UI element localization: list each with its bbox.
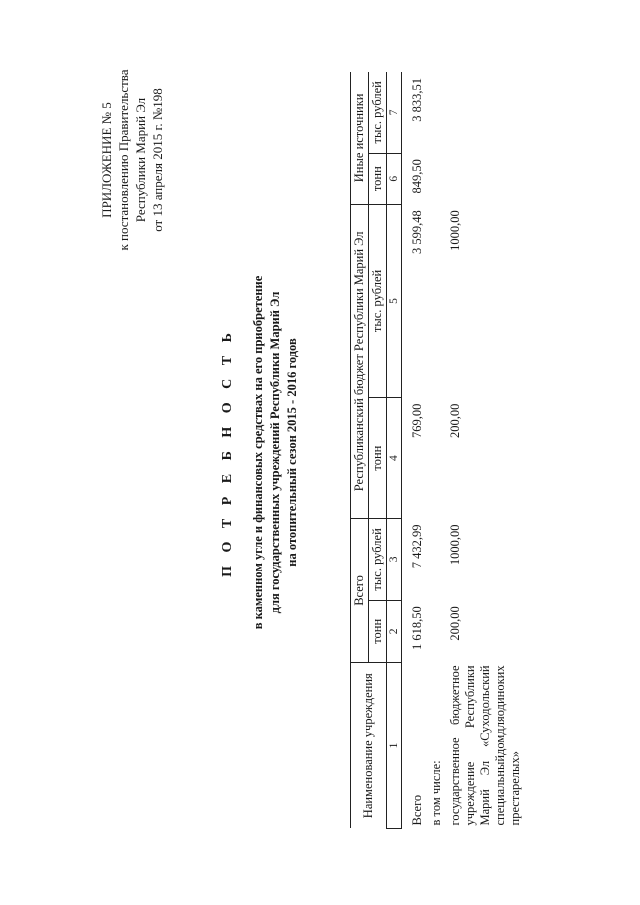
header-ton: тонн <box>369 600 387 662</box>
name-word: Эл <box>478 760 492 776</box>
cell-value: 7 432,99 <box>410 524 424 569</box>
subtitle-line: на отопительный сезон 2015 - 2016 годов <box>285 338 299 567</box>
cell-value <box>445 72 524 153</box>
cell-value: 1000,00 <box>448 210 462 251</box>
column-index: 5 <box>387 204 402 397</box>
name-line <box>508 665 523 825</box>
row-name: Всего <box>410 794 424 826</box>
name-word: бюджетное <box>448 665 462 725</box>
column-index: 6 <box>387 153 402 204</box>
name-word: одиноких <box>493 665 507 717</box>
cell-value: 3 833,51 <box>410 78 424 122</box>
column-index: 7 <box>387 72 402 153</box>
name-line <box>478 665 493 825</box>
header-rub: тыс. рублей <box>369 72 387 153</box>
subheader-label: в том числе: <box>429 760 443 826</box>
name-word: дом <box>493 734 507 755</box>
column-index: 4 <box>387 398 402 519</box>
name-word: для <box>493 716 507 735</box>
table-row-total <box>402 72 427 829</box>
document-subtitle <box>250 0 301 905</box>
appendix-line: Республики Марий Эл <box>133 97 148 223</box>
header-total: Всего <box>351 519 369 663</box>
appendix-block <box>98 30 166 290</box>
name-word: Республики <box>463 665 477 729</box>
column-index: 3 <box>387 519 402 601</box>
cell-value: 3 599,48 <box>410 210 424 254</box>
name-word: специальный <box>493 754 507 826</box>
table-row-subheader <box>426 72 445 829</box>
header-ton: тонн <box>369 153 387 204</box>
name-word: учреждение <box>463 761 477 826</box>
name-line <box>493 665 508 825</box>
subtitle-line: для государственных учреждений Республики Марий Эл <box>268 291 282 614</box>
cell-value: 849,50 <box>410 159 424 194</box>
column-index: 1 <box>387 662 402 828</box>
name-word: престарелых» <box>508 751 522 826</box>
table-row <box>445 72 524 829</box>
requirements-table <box>350 72 524 829</box>
name-line <box>463 665 478 825</box>
header-other-sources: Иные источники <box>351 72 369 204</box>
row-name <box>445 662 524 828</box>
header-name: Наименование учреждения <box>351 662 387 828</box>
cell-value: 769,00 <box>410 403 424 439</box>
cell-value: 1 618,50 <box>410 606 424 650</box>
cell-value: 200,00 <box>448 606 462 641</box>
name-line <box>448 665 463 825</box>
appendix-line: к постановлению Правительства <box>116 69 131 251</box>
name-word: «Суходольский <box>478 665 492 747</box>
subtitle-line: в каменном угле и финансовых средствах на его приобретение <box>251 275 265 630</box>
cell-value <box>445 153 524 204</box>
name-word: государственное <box>448 737 462 826</box>
header-republic-budget: Республиканский бюджет Республики Марий Эл <box>351 204 369 518</box>
appendix-title: ПРИЛОЖЕНИЕ № 5 <box>99 102 114 218</box>
header-rub: тыс. рублей <box>369 519 387 601</box>
appendix-date: от 13 апреля 2015 г. №198 <box>150 88 165 232</box>
cell-value: 200,00 <box>448 403 462 439</box>
cell-value: 1000,00 <box>448 524 462 566</box>
column-index: 2 <box>387 600 402 662</box>
document-title: П О Т Р Е Б Н О С Т Ь <box>220 328 235 577</box>
name-word: Марий <box>478 789 492 826</box>
header-rub: тыс. рублей <box>369 204 387 397</box>
header-ton: тонн <box>369 398 387 519</box>
